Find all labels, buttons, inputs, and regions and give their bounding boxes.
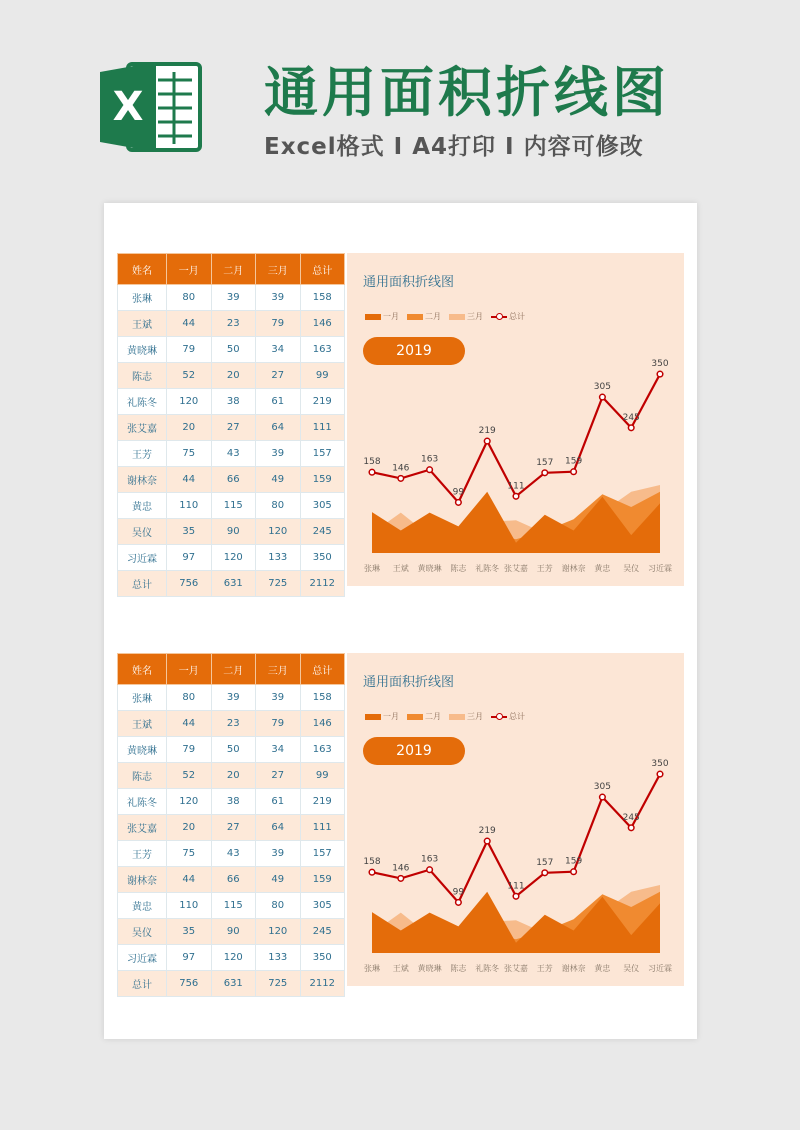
value-cell[interactable]: 120 [256, 919, 301, 945]
value-cell[interactable]: 99 [300, 363, 345, 389]
value-cell[interactable]: 350 [300, 945, 345, 971]
column-header: 二月 [211, 654, 256, 685]
value-cell[interactable]: 97 [167, 945, 212, 971]
name-cell[interactable]: 吴仪 [118, 519, 167, 545]
x-tick-label: 张琳 [364, 564, 380, 573]
value-cell[interactable]: 39 [256, 841, 301, 867]
value-cell[interactable]: 133 [256, 545, 301, 571]
data-label: 245 [622, 412, 640, 423]
column-header: 姓名 [118, 654, 167, 685]
value-cell[interactable]: 43 [211, 841, 256, 867]
name-cell[interactable]: 谢林奈 [118, 867, 167, 893]
x-tick-label: 陈志 [450, 964, 467, 973]
data-label: 99 [452, 487, 465, 498]
column-header: 三月 [256, 654, 301, 685]
value-cell[interactable]: 64 [256, 815, 301, 841]
name-cell[interactable]: 张琳 [118, 285, 167, 311]
value-cell[interactable]: 219 [300, 389, 345, 415]
area-line-chart [347, 653, 684, 986]
value-cell[interactable]: 159 [300, 467, 345, 493]
x-tick-label: 谢林奈 [561, 964, 586, 973]
data-label: 157 [536, 857, 554, 868]
name-cell[interactable]: 张艾嘉 [118, 415, 167, 441]
value-cell[interactable]: 79 [167, 337, 212, 363]
data-label: 158 [363, 457, 381, 468]
value-cell[interactable]: 35 [167, 519, 212, 545]
data-table [117, 653, 345, 997]
chart-panel[interactable] [347, 253, 684, 586]
table-row [118, 737, 345, 763]
table-row [118, 519, 345, 545]
total-point [427, 867, 433, 873]
name-cell[interactable]: 王斌 [118, 711, 167, 737]
value-cell[interactable]: 20 [211, 763, 256, 789]
x-tick-label: 吴仪 [623, 564, 640, 573]
value-cell[interactable]: 23 [211, 311, 256, 337]
value-cell[interactable]: 163 [300, 737, 345, 763]
data-label: 350 [651, 359, 669, 370]
x-tick-label: 习近霖 [648, 564, 672, 573]
report-block-2 [117, 653, 684, 991]
name-cell[interactable]: 张艾嘉 [118, 815, 167, 841]
data-label: 99 [452, 887, 465, 898]
value-cell[interactable]: 2112 [300, 971, 345, 997]
table-row [118, 945, 345, 971]
value-cell[interactable]: 305 [300, 493, 345, 519]
x-tick-label: 陈志 [450, 564, 467, 573]
value-cell[interactable]: 305 [300, 893, 345, 919]
data-label: 146 [392, 463, 410, 474]
total-point [484, 838, 490, 844]
legend-label: 总计 [509, 712, 525, 721]
total-point [513, 494, 519, 500]
page-subtitle: Excel格式 Ⅰ A4打印 Ⅰ 内容可修改 [264, 134, 644, 160]
value-cell[interactable]: 20 [167, 815, 212, 841]
excel-logo-icon [100, 58, 204, 156]
value-cell[interactable]: 99 [300, 763, 345, 789]
data-label: 305 [593, 382, 611, 393]
value-cell[interactable]: 157 [300, 441, 345, 467]
value-cell[interactable]: 39 [211, 685, 256, 711]
data-label: 157 [536, 457, 554, 468]
total-point [369, 469, 375, 475]
x-tick-label: 张艾嘉 [504, 564, 528, 573]
table-row [118, 893, 345, 919]
value-cell[interactable]: 79 [167, 737, 212, 763]
value-cell[interactable]: 61 [256, 789, 301, 815]
total-row [118, 571, 345, 597]
total-point [369, 869, 375, 875]
name-cell[interactable]: 吴仪 [118, 919, 167, 945]
value-cell[interactable]: 90 [211, 519, 256, 545]
value-cell[interactable]: 49 [256, 467, 301, 493]
column-header: 总计 [300, 654, 345, 685]
name-cell[interactable]: 王芳 [118, 441, 167, 467]
value-cell[interactable]: 120 [167, 789, 212, 815]
name-cell[interactable]: 总计 [118, 971, 167, 997]
chart-panel[interactable] [347, 653, 684, 986]
table-row [118, 685, 345, 711]
data-label: 163 [421, 854, 439, 865]
data-label: 305 [593, 782, 611, 793]
column-header: 总计 [300, 254, 345, 285]
value-cell[interactable]: 52 [167, 763, 212, 789]
value-cell[interactable]: 20 [167, 415, 212, 441]
name-cell[interactable]: 黄晓琳 [118, 737, 167, 763]
data-label: 245 [622, 812, 640, 823]
data-label: 350 [651, 759, 669, 770]
total-point [657, 371, 663, 377]
column-header: 三月 [256, 254, 301, 285]
total-point [657, 771, 663, 777]
data-label: 163 [421, 454, 439, 465]
value-cell[interactable]: 120 [256, 519, 301, 545]
x-tick-label: 礼陈冬 [475, 964, 500, 973]
legend-label: 三月 [467, 712, 483, 721]
name-cell[interactable]: 黄忠 [118, 893, 167, 919]
value-cell[interactable]: 80 [256, 893, 301, 919]
column-header: 二月 [211, 254, 256, 285]
x-tick-label: 吴仪 [623, 964, 640, 973]
table-row [118, 867, 345, 893]
total-point [398, 476, 404, 482]
table-row [118, 415, 345, 441]
value-cell[interactable]: 75 [167, 441, 212, 467]
name-cell[interactable]: 礼陈冬 [118, 789, 167, 815]
table-row [118, 789, 345, 815]
total-point [456, 500, 462, 506]
chart-title: 通用面积折线图 [363, 675, 455, 690]
value-cell[interactable]: 111 [300, 415, 345, 441]
value-cell[interactable]: 350 [300, 545, 345, 571]
value-cell[interactable]: 39 [256, 441, 301, 467]
table-row [118, 389, 345, 415]
legend-label: 一月 [383, 712, 399, 721]
column-header: 一月 [167, 254, 212, 285]
table-row [118, 311, 345, 337]
value-cell[interactable]: 43 [211, 441, 256, 467]
value-cell[interactable]: 80 [167, 285, 212, 311]
total-point [398, 876, 404, 882]
year-badge: 2019 [363, 737, 465, 765]
value-cell[interactable]: 38 [211, 789, 256, 815]
total-point [456, 900, 462, 906]
value-cell[interactable]: 115 [211, 893, 256, 919]
total-point [571, 869, 577, 875]
value-cell[interactable]: 146 [300, 711, 345, 737]
value-cell[interactable]: 44 [167, 711, 212, 737]
data-table [117, 253, 345, 597]
legend-label: 一月 [383, 312, 399, 321]
value-cell[interactable]: 34 [256, 337, 301, 363]
value-cell[interactable]: 80 [167, 685, 212, 711]
value-cell[interactable]: 159 [300, 867, 345, 893]
value-cell[interactable]: 725 [256, 971, 301, 997]
table-row [118, 841, 345, 867]
x-tick-label: 习近霖 [648, 964, 672, 973]
total-point [542, 870, 548, 876]
total-point [427, 467, 433, 473]
name-cell[interactable]: 习近霖 [118, 945, 167, 971]
data-label: 111 [507, 481, 525, 492]
name-cell[interactable]: 陈志 [118, 763, 167, 789]
table-row [118, 919, 345, 945]
value-cell[interactable]: 158 [300, 285, 345, 311]
value-cell[interactable]: 27 [211, 415, 256, 441]
value-cell[interactable]: 79 [256, 311, 301, 337]
table-row [118, 441, 345, 467]
total-point [542, 470, 548, 476]
x-tick-label: 王芳 [536, 564, 553, 573]
value-cell[interactable]: 158 [300, 685, 345, 711]
name-cell[interactable]: 王芳 [118, 841, 167, 867]
name-cell[interactable]: 张琳 [118, 685, 167, 711]
value-cell[interactable]: 50 [211, 737, 256, 763]
table-row [118, 711, 345, 737]
value-cell[interactable]: 631 [211, 971, 256, 997]
x-tick-label: 张艾嘉 [504, 964, 528, 973]
value-cell[interactable]: 44 [167, 467, 212, 493]
x-tick-label: 王斌 [392, 564, 409, 573]
value-cell[interactable]: 27 [256, 363, 301, 389]
name-cell[interactable]: 黄晓琳 [118, 337, 167, 363]
x-tick-label: 谢林奈 [561, 564, 586, 573]
name-cell[interactable]: 陈志 [118, 363, 167, 389]
total-point [484, 438, 490, 444]
name-cell[interactable]: 黄忠 [118, 493, 167, 519]
data-label: 146 [392, 863, 410, 874]
value-cell[interactable]: 34 [256, 737, 301, 763]
value-cell[interactable]: 120 [211, 945, 256, 971]
total-point [571, 469, 577, 475]
table-row [118, 493, 345, 519]
name-cell[interactable]: 习近霖 [118, 545, 167, 571]
table-row [118, 763, 345, 789]
chart-title: 通用面积折线图 [363, 275, 455, 290]
year-badge: 2019 [363, 337, 465, 365]
value-cell[interactable]: 120 [167, 389, 212, 415]
value-cell[interactable]: 245 [300, 519, 345, 545]
x-tick-label: 王芳 [536, 964, 553, 973]
value-cell[interactable]: 2112 [300, 571, 345, 597]
value-cell[interactable]: 23 [211, 711, 256, 737]
data-label: 158 [363, 857, 381, 868]
column-header: 姓名 [118, 254, 167, 285]
report-block-1 [117, 253, 684, 591]
value-cell[interactable]: 27 [256, 763, 301, 789]
logo-letter: X [112, 84, 144, 130]
value-cell[interactable]: 52 [167, 363, 212, 389]
x-tick-label: 黄晓琳 [417, 964, 442, 973]
x-tick-label: 黄忠 [594, 964, 611, 973]
name-cell[interactable]: 王斌 [118, 311, 167, 337]
value-cell[interactable]: 44 [167, 867, 212, 893]
total-point [600, 794, 606, 800]
value-cell[interactable]: 66 [211, 867, 256, 893]
area-line-chart [347, 253, 684, 586]
data-label: 111 [507, 881, 525, 892]
name-cell[interactable]: 礼陈冬 [118, 389, 167, 415]
value-cell[interactable]: 725 [256, 571, 301, 597]
column-header: 一月 [167, 654, 212, 685]
table-row [118, 815, 345, 841]
value-cell[interactable]: 631 [211, 571, 256, 597]
x-tick-label: 礼陈冬 [475, 564, 500, 573]
table-row [118, 285, 345, 311]
table-header-row [118, 254, 345, 285]
x-tick-label: 张琳 [364, 964, 380, 973]
name-cell[interactable]: 总计 [118, 571, 167, 597]
value-cell[interactable]: 27 [211, 815, 256, 841]
x-tick-label: 王斌 [392, 964, 409, 973]
value-cell[interactable]: 245 [300, 919, 345, 945]
value-cell[interactable]: 39 [256, 685, 301, 711]
value-cell[interactable]: 80 [256, 493, 301, 519]
table-header-row [118, 654, 345, 685]
value-cell[interactable]: 115 [211, 493, 256, 519]
value-cell[interactable]: 110 [167, 493, 212, 519]
value-cell[interactable]: 146 [300, 311, 345, 337]
legend-label: 二月 [425, 712, 441, 721]
total-point [600, 394, 606, 400]
value-cell[interactable]: 219 [300, 789, 345, 815]
value-cell[interactable]: 61 [256, 389, 301, 415]
value-cell[interactable]: 157 [300, 841, 345, 867]
table-row [118, 467, 345, 493]
value-cell[interactable]: 39 [256, 285, 301, 311]
legend-label: 二月 [425, 312, 441, 321]
data-label: 159 [565, 856, 583, 867]
total-point [628, 825, 634, 831]
value-cell[interactable]: 64 [256, 415, 301, 441]
page-title: 通用面积折线图 [264, 61, 670, 124]
value-cell[interactable]: 38 [211, 389, 256, 415]
x-tick-label: 黄晓琳 [417, 564, 442, 573]
value-cell[interactable]: 35 [167, 919, 212, 945]
data-label: 159 [565, 456, 583, 467]
value-cell[interactable]: 20 [211, 363, 256, 389]
value-cell[interactable]: 756 [167, 571, 212, 597]
legend-label: 总计 [509, 312, 525, 321]
value-cell[interactable]: 79 [256, 711, 301, 737]
value-cell[interactable]: 50 [211, 337, 256, 363]
value-cell[interactable]: 97 [167, 545, 212, 571]
value-cell[interactable]: 111 [300, 815, 345, 841]
total-point [513, 894, 519, 900]
value-cell[interactable]: 39 [211, 285, 256, 311]
value-cell[interactable]: 66 [211, 467, 256, 493]
value-cell[interactable]: 163 [300, 337, 345, 363]
value-cell[interactable]: 90 [211, 919, 256, 945]
data-label: 219 [478, 826, 496, 837]
total-row [118, 971, 345, 997]
value-cell[interactable]: 120 [211, 545, 256, 571]
value-cell[interactable]: 75 [167, 841, 212, 867]
value-cell[interactable]: 49 [256, 867, 301, 893]
value-cell[interactable]: 44 [167, 311, 212, 337]
legend-label: 三月 [467, 312, 483, 321]
value-cell[interactable]: 110 [167, 893, 212, 919]
table-row [118, 363, 345, 389]
value-cell[interactable]: 756 [167, 971, 212, 997]
name-cell[interactable]: 谢林奈 [118, 467, 167, 493]
table-row [118, 337, 345, 363]
table-row [118, 545, 345, 571]
total-point [628, 425, 634, 431]
x-tick-label: 黄忠 [594, 564, 611, 573]
value-cell[interactable]: 133 [256, 945, 301, 971]
data-label: 219 [478, 426, 496, 437]
